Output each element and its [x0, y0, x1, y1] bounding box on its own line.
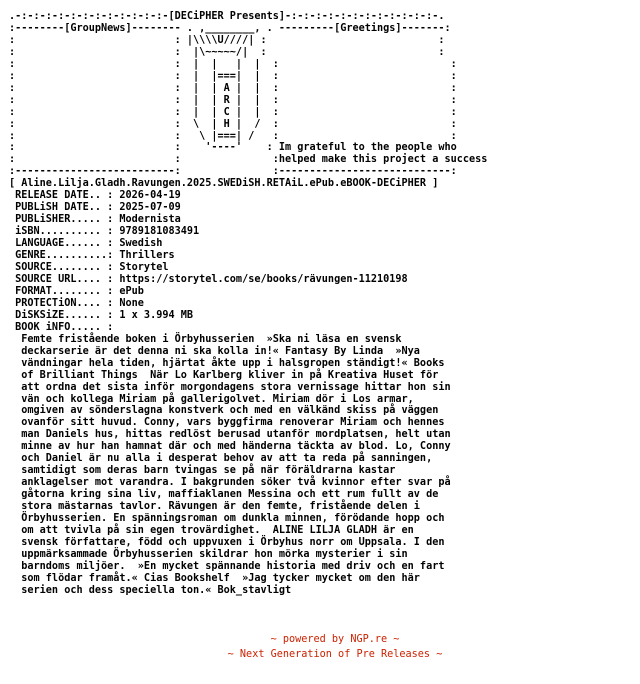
nfo-line: deckarserie är det denna ni ska kolla in!« Fantasy By Linda »Nya [9, 345, 420, 357]
footer-powered-by: ~ powered by NGP.re ~ [270, 634, 400, 645]
nfo-line: : : '----' : Im grateful to the people who [9, 142, 457, 154]
nfo-line: ovanför sitt huvud. Conny, vars byggfirma renoverar Miriam och hennes [9, 417, 445, 429]
nfo-line: [ Aline.Lilja.Gladh.Ravungen.2025.SWEDiSH.RETAiL.ePub.eBOOK-DECiPHER ] [9, 178, 439, 190]
nfo-line: SOURCE........ : Storytel [9, 262, 169, 274]
nfo-line: svensk författare, född och uppvuxen i Örbyhus norr om Uppsala. I den [9, 536, 445, 548]
nfo-line: : : |\~~~~~/| : : [9, 46, 445, 58]
nfo-line: minne av hur han hamnat där och med händerna täckta av blod. Lo, Conny [9, 441, 451, 453]
nfo-line: LANGUAGE...... : Swedish [9, 238, 163, 250]
nfo-line: man Daniels hus, hittas redlöst berusad utanför mordplatsen, helt utan [9, 429, 451, 441]
nfo-line: vändningar hela tiden, hjärtat åkte upp i halsgropen ständigt!« Books [9, 357, 445, 369]
nfo-line: : : \ | H | / : : [9, 118, 457, 130]
nfo-line: :--------------------------: :----------------------------: [9, 166, 457, 178]
nfo-line: : : | | R | | : : [9, 94, 457, 106]
nfo-line: : : | | C | | : : [9, 106, 457, 118]
nfo-line: uppmärksammade Örbyhusserien skildrar hon mörka mysterier i sin [9, 548, 408, 560]
nfo-line: om att tvivla på sin egen trovärdighet. ALINE LILJA GLADH är en [9, 524, 414, 536]
nfo-line: .-:-:-:-:-:-:-:-:-:-:-:-:-[DECiPHER Presents]-:-:-:-:-:-:-:-:-:-:-:-:-. [9, 11, 445, 22]
nfo-line: som flödar framåt.« Cias Bookshelf »Jag tycker mycket om den här [9, 572, 420, 584]
nfo-line: : : | |===| | : : [9, 70, 457, 82]
nfo-line: : : |\\\\U////| : : [9, 34, 445, 46]
nfo-line: anklagelser mot varandra. I bakgrunden söker två kvinnor efter svar på [9, 477, 451, 489]
nfo-line: stora mästarnas tavlor. Rävungen är den femte, fristående delen i [9, 501, 420, 513]
nfo-line: gåtorna kring sina liv, maffiaklanen Messina och ett rum fullt av de [9, 489, 439, 501]
nfo-line: iSBN.......... : 9789181083491 [9, 226, 200, 238]
nfo-line: : : | | A | | : : [9, 82, 457, 94]
nfo-line: RELEASE DATE.. : 2026-04-19 [9, 190, 181, 202]
nfo-line: :--------[GroupNews]-------- . ,________, . ---------[Greetings]-------: [9, 22, 451, 34]
nfo-line: GENRE..........: Thrillers [9, 250, 175, 262]
nfo-line: : : \ |===| / : : [9, 130, 457, 142]
nfo-line: : : | | | | : : [9, 58, 457, 70]
nfo-line: omgiven av sönderslagna konstverk och med en välkänd skiss på väggen [9, 405, 439, 417]
footer [0, 632, 640, 662]
nfo-line: att ordna det sista inför morgondagens stora vernissage hittar hon sin [9, 381, 451, 393]
nfo-line: FORMAT........ : ePub [9, 285, 144, 297]
nfo-line: barndoms miljöer. »En mycket spännande historia med driv och en fart [9, 560, 445, 572]
nfo-line: samtidigt som deras barn tvingas se på när föräldrarna kastar [9, 465, 396, 477]
nfo-line: DiSKSiZE...... : 1 x 3.994 MB [9, 309, 194, 321]
nfo-line: PUBLiSH DATE.. : 2025-07-09 [9, 202, 181, 214]
nfo-line: BOOK iNFO..... : [9, 321, 114, 333]
footer-tagline: ~ Next Generation of Pre Releases ~ [227, 649, 443, 660]
nfo-line: Örbyhusserien. En spänningsroman om dunkla minnen, förödande hopp och [9, 513, 445, 525]
nfo-line: of Brilliant Things När Lo Karlberg kliver in på Kreativa Huset för [9, 369, 439, 381]
nfo-text [9, 11, 487, 597]
nfo-line: serien och dess speciella ton.« Bok_stavligt [9, 584, 292, 596]
nfo-line: PROTECTiON.... : None [9, 297, 144, 309]
nfo-line: SOURCE URL.... : https://storytel.com/se/books/rävungen-11210198 [9, 273, 408, 285]
nfo-line: : : :helped make this project a success [9, 154, 488, 166]
nfo-line: och Daniel är nu alla i desperat behov av att ta reda på sanningen, [9, 453, 433, 465]
nfo-line: vän och kollega Miriam på gallerigolvet. Miriam dör i Los armar, [9, 393, 414, 405]
nfo-line: PUBLiSHER..... : Modernista [9, 214, 181, 226]
nfo-line: Femte fristående boken i Örbyhusserien »Ska ni läsa en svensk [9, 333, 402, 345]
